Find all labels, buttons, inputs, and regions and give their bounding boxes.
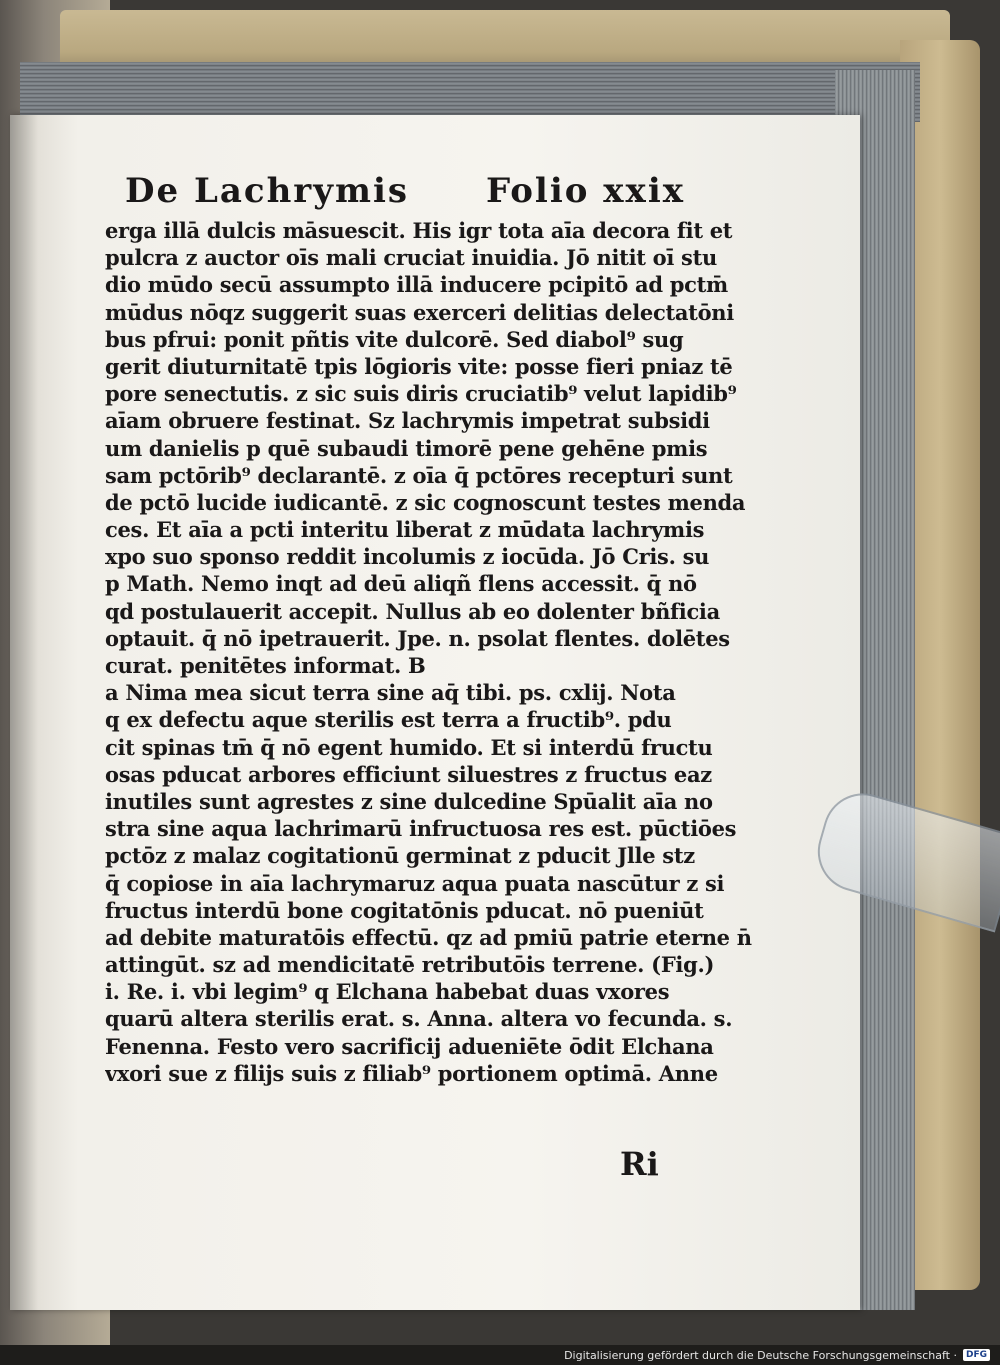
- text-line: sam pctōrib⁹ declarantē. z oīa q̄ pctōres recepturi sunt: [105, 462, 733, 488]
- text-lines: [105, 217, 765, 1087]
- catchword: Ri: [620, 1145, 659, 1183]
- footer-bar: [0, 1345, 1000, 1365]
- text-line: pore senectutis. z sic suis diris cruciatib⁹ velut lapidib⁹: [105, 381, 737, 407]
- dfg-logo: DFG: [963, 1349, 990, 1361]
- text-line: de pctō lucide iudicantē. z sic cognoscunt testes menda: [105, 489, 746, 515]
- text-line: vxori sue z filijs suis z filiab⁹ portionem optimā. Anne: [105, 1060, 718, 1086]
- text-line: um danielis p quē subaudi timorē pene gehēne pmis: [105, 435, 708, 461]
- text-line: q̄ copiose in aīa lachrymaruz aqua puata nascūtur z si: [105, 870, 725, 896]
- text-line: p Math. Nemo inqt ad deū aliqñ flens accessit. q̄ nō: [105, 571, 697, 597]
- text-line: qd postulauerit accepit. Nullus ab eo dolenter bñficia: [105, 598, 720, 624]
- text-line: gerit diuturnitatē tpis lōgioris vite: posse fieri pniaz tē: [105, 353, 733, 379]
- text-line: bus pfrui: ponit pñtis vite dulcorē. Sed diabol⁹ sug: [105, 326, 684, 352]
- text-line: attingūt. sz ad mendicitatē retributōis terrene. (Fig.): [105, 952, 715, 978]
- text-line: i. Re. i. vbi legim⁹ q Elchana habebat duas vxores: [105, 979, 670, 1005]
- text-line: dio mūdo secū assumpto illā inducere pcipitō ad pctm̄: [105, 272, 728, 298]
- text-line: a Nima mea sicut terra sine aq̄ tibi. ps. cxlij. Nota: [105, 680, 676, 706]
- text-line: inutiles sunt agrestes z sine dulcedine Spūalit aīa no: [105, 788, 713, 814]
- page-edges-top: [20, 62, 920, 122]
- page-gutter: [10, 115, 38, 1310]
- text-line: pctōz z malaz cogitationū germinat z pducit Jlle stz: [105, 843, 695, 869]
- running-head-title: De Lachrymis: [125, 171, 410, 211]
- running-head: [105, 165, 765, 217]
- text-line: ces. Et aīa a pcti interitu liberat z mūdata lachrymis: [105, 517, 705, 543]
- text-line: ad debite maturatōis effectū. qz ad pmiū patrie eterne n̄: [105, 924, 752, 950]
- footer-credit: Digitalisierung gefördert durch die Deutsche Forschungsgemeinschaft ·: [564, 1348, 957, 1362]
- text-block: [105, 165, 765, 1087]
- text-line: optauit. q̄ nō ipetrauerit. Jpe. n. psolat flentes. dolētes: [105, 625, 730, 651]
- running-head-folio: Folio xxix: [485, 171, 685, 211]
- text-line: Fenenna. Festo vero sacrificij adueniēte ōdit Elchana: [105, 1033, 714, 1059]
- text-line: mūdus nōqz suggerit suas exerceri delitias delectatōni: [105, 299, 734, 325]
- text-line: curat. penitētes informat. B: [105, 653, 426, 678]
- text-line: erga illā dulcis māsuescit. His igr tota aīa decora fit et: [105, 218, 733, 243]
- text-line: aīam obruere festinat. Sz lachrymis impetrat subsidi: [105, 408, 710, 434]
- text-line: fructus interdū bone cogitatōnis pducat. nō pueniūt: [105, 897, 704, 923]
- text-line: xpo suo sponso reddit incolumis z iocūda. Jō Cris. su: [105, 544, 710, 570]
- text-line: stra sine aqua lachrimarū infructuosa res est. pūctiōes: [105, 816, 737, 842]
- text-line: quarū altera sterilis erat. s. Anna. altera vo fecunda. s.: [105, 1006, 733, 1032]
- text-line: osas pducat arbores efficiunt siluestres z fructus eaz: [105, 761, 712, 787]
- text-line: q ex defectu aque sterilis est terra a fructib⁹. pdu: [105, 707, 672, 733]
- text-line: cit spinas tm̄ q̄ nō egent humido. Et si interdū fructu: [105, 734, 713, 760]
- text-line: pulcra z auctor oīs mali cruciat inuidia. Jō nitit oī stu: [105, 245, 717, 271]
